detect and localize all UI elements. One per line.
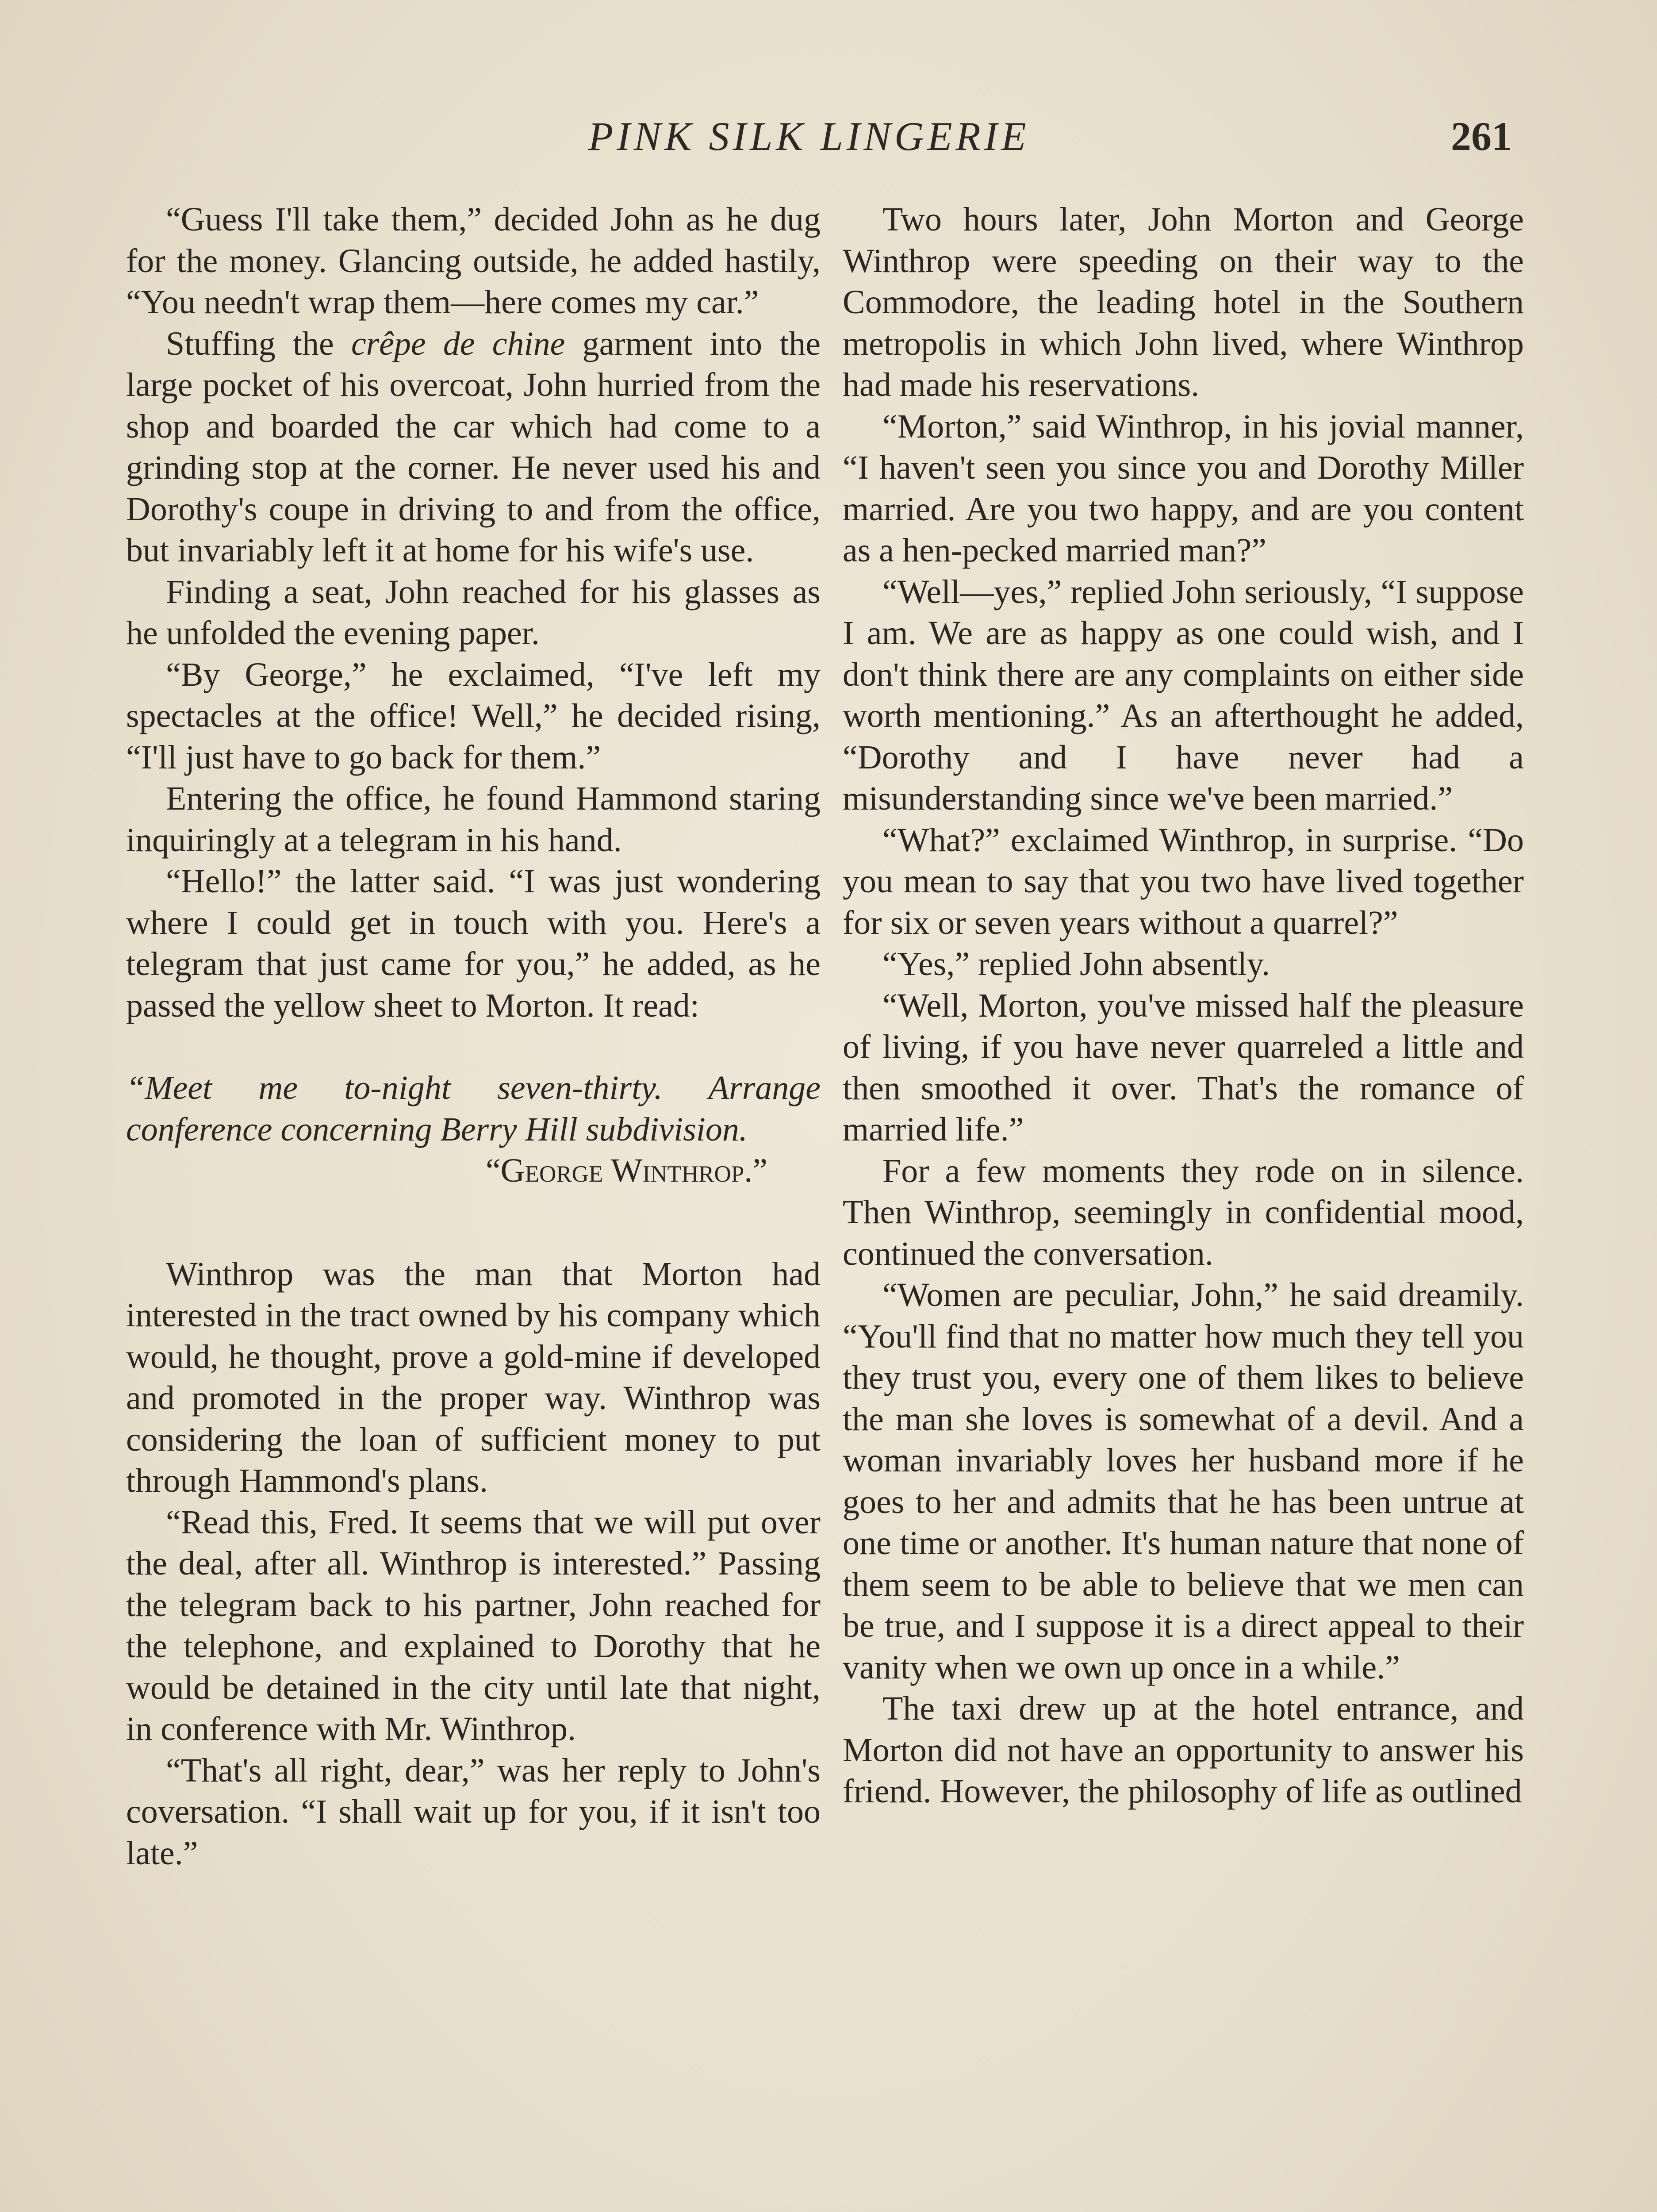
text-run: Stuffing the xyxy=(166,325,351,362)
paragraph: “Hello!” the latter said. “I was just wondering where I could get in touch with you. Here's a telegram that just came for you,” he added, as he passed the yellow sheet to Morton. It read: xyxy=(126,863,821,1024)
telegram-block xyxy=(126,1068,821,1192)
paragraph: “Women are peculiar, John,” he said dreamily. “You'll find that no matter how much they tell you they trust you, every one of them likes to believe the man she loves is somewhat of a devil. And a woman invariably loves her husband more if he goes to her and admits that he has been untrue at one time or another. It's human nature that none of them seem to be able to believe that we men can be true, and I suppose it is a direct appeal to their vanity when we own up once in a while.” xyxy=(843,1276,1524,1686)
paragraph xyxy=(126,323,821,572)
italic-phrase: crêpe de chine xyxy=(351,325,565,362)
paragraph: For a few moments they rode on in silence. Then Winthrop, seemingly in confidential mood, continued the conversation. xyxy=(843,1152,1524,1272)
paragraph: “That's all right, dear,” was her reply to John's coversation. “I shall wait up for you, if it isn't too late.” xyxy=(126,1751,821,1872)
running-title: PINK SILK LINGERIE xyxy=(588,114,1030,159)
paragraph: “Morton,” said Winthrop, in his jovial manner, “I haven't seen you since you and Dorothy Miller married. Are you two happy, and are you content as a hen-pecked married man?” xyxy=(843,407,1524,569)
paragraph: “By George,” he exclaimed, “I've left my spectacles at the office! Well,” he decided rising, “I'll just have to go back for them.” xyxy=(126,656,821,776)
telegram-signature: “George Winthrop.” xyxy=(485,1152,767,1189)
paragraph: Entering the office, he found Hammond staring inquiringly at a telegram in his hand. xyxy=(126,780,821,859)
spacer xyxy=(126,1192,821,1254)
paragraph: “Read this, Fred. It seems that we will put over the deal, after all. Winthrop is interested.” Passing the telegram back to his partner, John reached for the telephone, and explained to Dorothy that he would be detained in the city until late that night, in conference with Mr. Winthrop. xyxy=(126,1503,821,1747)
left-column xyxy=(126,199,821,1874)
paragraph: “Guess I'll take them,” decided John as he dug for the money. Glancing outside, he added hastily, “You needn't wrap them—here comes my car.” xyxy=(126,201,821,321)
paragraph: “Well, Morton, you've missed half the pleasure of living, if you have never quarreled a little and then smoothed it over. That's the romance of married life.” xyxy=(843,987,1524,1148)
paragraph: “What?” exclaimed Winthrop, in surprise. “Do you mean to say that you two have lived together for six or seven years without a quarrel?” xyxy=(843,821,1524,941)
paragraph: “Yes,” replied John absently. xyxy=(882,945,1270,983)
text-run: garment into the large pocket of his overcoat, John hurried from the shop and boarded the car which had come to a grinding stop at the corner. He never used his and Dorothy's coupe in driving to and from the office, but invariably left it at home for his wife's use. xyxy=(126,325,821,569)
paragraph: “Well—yes,” replied John seriously, “I suppose I am. We are as happy as one could wish, and I don't think there are any complaints on either side worth mentioning.” As an afterthought he added, “Dorothy and I have never had a misunderstanding since we've been married.” xyxy=(843,573,1524,817)
right-column xyxy=(843,199,1524,1813)
telegram-text: “Meet me to-night seven-thirty. Arrange conference concerning Berry Hill subdivision. xyxy=(126,1069,821,1148)
paragraph: Two hours later, John Morton and George Winthrop were speeding on their way to the Commodore, the leading hotel in the Southern metropolis in which John lived, where Winthrop had made his reservations. xyxy=(843,201,1524,403)
page-number: 261 xyxy=(1451,114,1512,159)
paragraph: The taxi drew up at the hotel entrance, and Morton did not have an opportunity to answer his friend. However, the philosophy of life as outlined xyxy=(843,1690,1524,1810)
paragraph: Finding a seat, John reached for his glasses as he unfolded the evening paper. xyxy=(126,573,821,652)
paragraph: Winthrop was the man that Morton had interested in the tract owned by his company which would, he thought, prove a gold-mine if developed and promoted in the proper way. Winthrop was considering the loan of sufficient money to put through Hammond's plans. xyxy=(126,1255,821,1499)
page-header xyxy=(0,113,1657,166)
